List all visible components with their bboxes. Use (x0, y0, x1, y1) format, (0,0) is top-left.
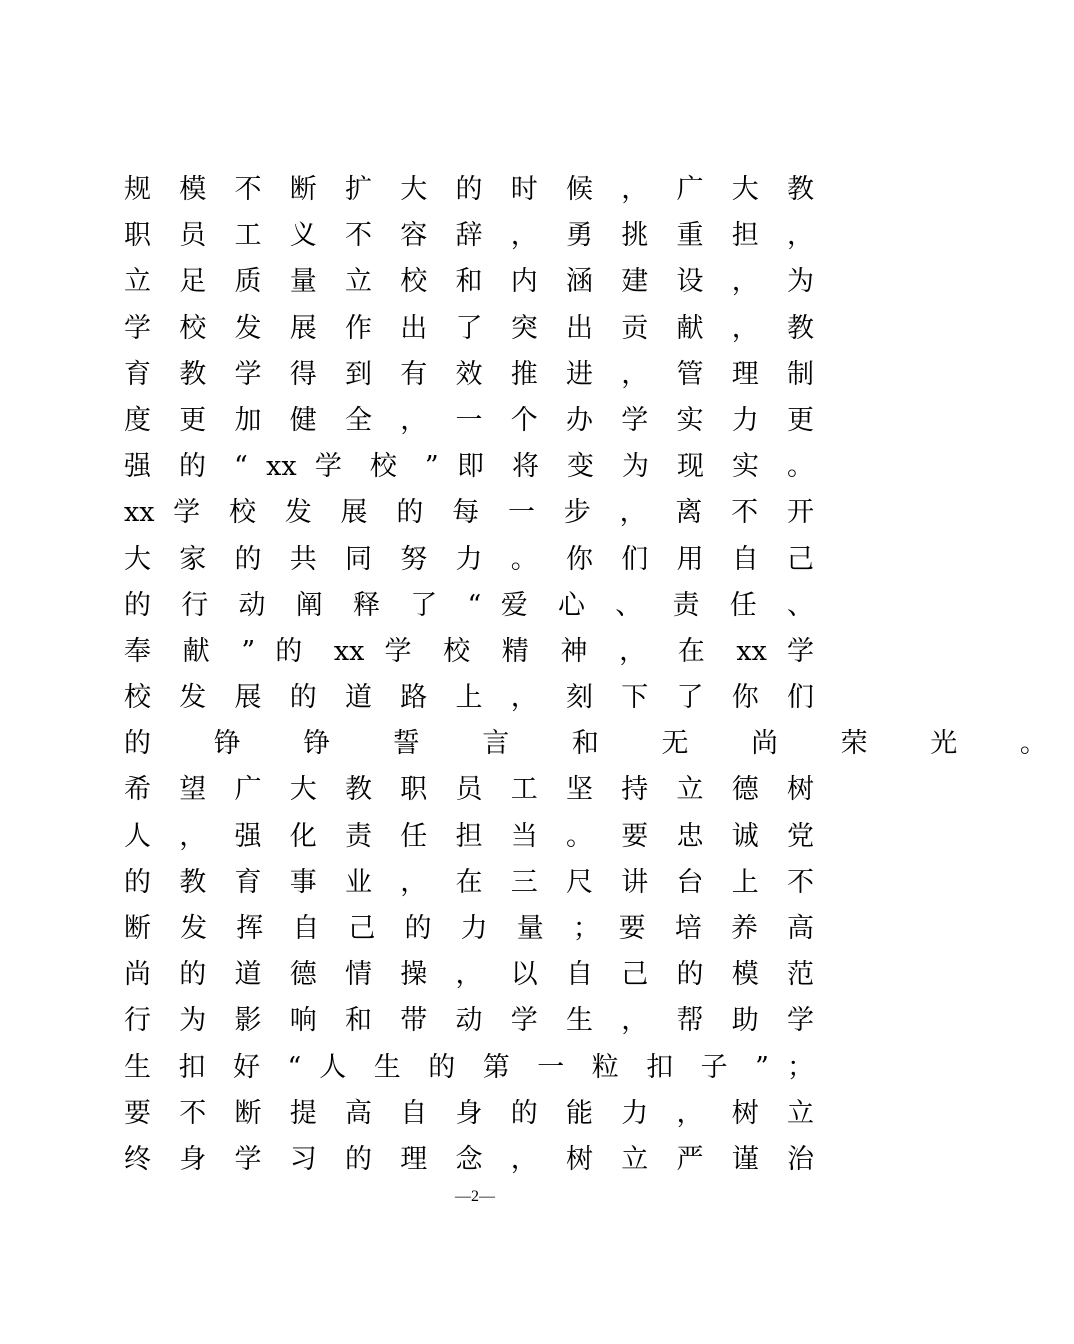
page-number: —2— (455, 1188, 495, 1205)
text-line: 度 更 加 健 全 ， 一 个 办 学 实 力 更 (124, 404, 814, 436)
text-line: 的 行 动 阐 释 了 “ 爱 心 、 责 任 、 (124, 589, 814, 621)
text-line: 尚 的 道 德 情 操 ， 以 自 己 的 模 范 (124, 959, 814, 991)
text-line: 育 教 学 得 到 有 效 推 进 ， 管 理 制 (124, 358, 814, 390)
text-line: 人 ， 强 化 责 任 担 当 。 要 忠 诚 党 (124, 820, 814, 852)
text-line: 学 校 发 展 作 出 了 突 出 贡 献 ， 教 (124, 312, 814, 344)
text-line: 职 员 工 义 不 容 辞 ， 勇 挑 重 担 ， (124, 220, 814, 252)
text-line: xx 学 校 发 展 的 每 一 步 ， 离 不 开 (124, 497, 814, 529)
text-line: 断 发 挥 自 己 的 力 量 ； 要 培 养 高 (124, 913, 814, 944)
text-line: 的 教 育 事 业 ， 在 三 尺 讲 台 上 不 (124, 866, 814, 898)
text-line: 奉 献 ” 的 xx 学 校 精 神 ， 在 xx 学 (124, 635, 814, 667)
text-line: 的 铮 铮 誓 言 和 无 尚 荣 光 。 (124, 728, 1074, 760)
text-line: 规 模 不 断 扩 大 的 时 候 ， 广 大 教 (124, 174, 814, 205)
text-line: 要 不 断 提 高 自 身 的 能 力 ， 树 立 (124, 1097, 814, 1129)
body-text (124, 167, 1074, 1183)
text-line: 立 足 质 量 立 校 和 内 涵 建 设 ， 为 (124, 266, 814, 298)
text-line: 校 发 展 的 道 路 上 ， 刻 下 了 你 们 (124, 682, 814, 714)
text-line: 行 为 影 响 和 带 动 学 生 ， 帮 助 学 (124, 1005, 814, 1037)
text-line: 终 身 学 习 的 理 念 ， 树 立 严 谨 治 (124, 1143, 814, 1175)
text-line: 希 望 广 大 教 职 员 工 坚 持 立 德 树 (124, 774, 814, 806)
text-line: 生 扣 好 “ 人 生 的 第 一 粒 扣 子 ” ； (124, 1051, 814, 1083)
text-line: 大 家 的 共 同 努 力 。 你 们 用 自 己 (124, 543, 814, 575)
text-line: 强 的 “ xx 学 校 ” 即 将 变 为 现 实 。 (124, 451, 814, 483)
